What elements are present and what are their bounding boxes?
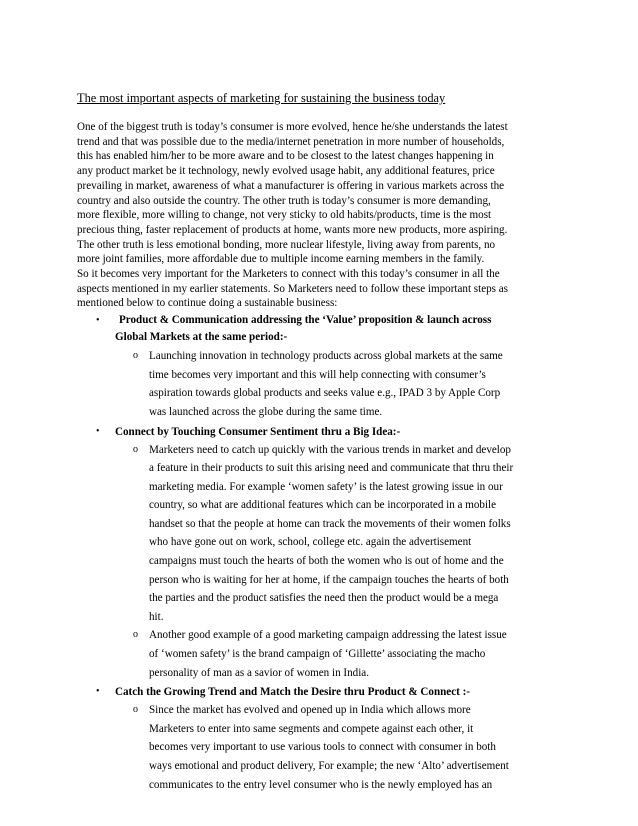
sub-point-line: Since the market has evolved and opened up in India which allows more: [149, 704, 471, 717]
sub-point: [133, 441, 561, 627]
intro-line: One of the biggest truth is today’s consumer is more evolved, hence he/she understands the latest: [77, 121, 508, 133]
sub-point-line: Marketers need to catch up quickly with the various trends in market and develop: [149, 443, 511, 456]
heading-line: Global Markets at the same period:-: [115, 331, 288, 344]
heading-line: Connect by Touching Consumer Sentiment thru a Big Idea:-: [115, 425, 401, 438]
sub-point: [133, 701, 561, 794]
intro-line: mentioned below to continue doing a sustainable business:: [77, 297, 338, 310]
intro-line: trend and that was possible due to the media/internet penetration in more number of households,: [77, 135, 505, 148]
sub-point-line: personality of man as a savior of women in India.: [149, 666, 369, 679]
intro-line: more flexible, more willing to change, not very sticky to old habits/products, time is the most: [77, 209, 492, 222]
sub-point-line: becomes very important to use various tools to connect with consumer in both: [149, 741, 496, 754]
sub-point-line: handset so that the people at home can track the movements of their women folks: [149, 517, 511, 530]
sub-point: [133, 626, 561, 682]
bullet-marker: •: [96, 315, 100, 327]
sub-point-marker: o: [133, 443, 138, 455]
intro-paragraph: [77, 120, 561, 311]
sub-point-line: marketing media. For example ‘women safety’ is the latest growing issue in our: [149, 480, 503, 493]
sub-point-line: time becomes very important and this will help connecting with consumer’s: [149, 368, 486, 381]
heading-line: Product & Communication addressing the ‘Value’ proposition & launch across: [119, 314, 492, 327]
intro-line: country and also outside the country. The other truth is today’s consumer is more demanding,: [77, 194, 491, 207]
bullet-section-growing-trend: [77, 684, 561, 794]
intro-line: The other truth is less emotional bonding, more nuclear lifestyle, living away from parents, no: [77, 238, 496, 251]
sub-point-line: of ‘women safety’ is the brand campaign of ‘Gillette’ associating the macho: [149, 648, 486, 661]
bullet-marker: •: [96, 425, 100, 437]
intro-line: any product market be it technology, newly evolved usage habit, any additional features, price: [77, 165, 495, 178]
sub-point-line: was launched across the globe during the same time.: [149, 405, 383, 418]
bullet-marker: •: [96, 686, 100, 698]
sub-point-marker: o: [133, 704, 138, 716]
sub-point-line: hit.: [149, 610, 164, 623]
bullet-section-product-communication: [77, 312, 561, 421]
intro-line: aspects mentioned in my earlier statements. So Marketers need to follow these important steps as: [77, 282, 509, 295]
document-page: [77, 90, 561, 794]
sub-point-line: a feature in their products to suit this arising need and communicate that thru their: [149, 462, 514, 475]
intro-line: precious thing, faster replacement of products at home, wants more new products, more aspiring.: [77, 223, 508, 236]
intro-line: more joint families, more affordable due to multiple income earning members in the family.: [77, 253, 485, 266]
sub-point-line: who have gone out on work, school, college etc. again the advertisement: [149, 536, 472, 549]
intro-line: So it becomes very important for the Marketers to connect with this today’s consumer in all the: [77, 268, 500, 281]
sub-point-marker: o: [133, 350, 138, 362]
sub-point-line: Another good example of a good marketing campaign addressing the latest issue: [149, 629, 507, 642]
sub-point-line: person who is waiting for her at home, if the campaign touches the hearts of both: [149, 573, 509, 586]
document-title: The most important aspects of marketing for sustaining the business today: [77, 91, 446, 105]
sub-point-line: Marketers to enter into same segments and compete against each other, it: [149, 722, 474, 735]
section-heading: [115, 424, 561, 441]
sub-point-line: the parties and the product satisfies the need then the product would be a mega: [149, 592, 499, 605]
section-heading: [115, 312, 561, 346]
bullet-section-consumer-sentiment: [77, 424, 561, 683]
sub-point-line: campaigns must touch the hearts of both the women who is out of home and the: [149, 555, 504, 568]
sub-point-line: ways emotional and product delivery, For example; the new ‘Alto’ advertisement: [149, 760, 509, 773]
sub-point-line: aspiration towards global products and seeks value e.g., IPAD 3 by Apple Corp: [149, 387, 501, 400]
sub-point-marker: o: [133, 629, 138, 641]
intro-line: prevailing in market, awareness of what a manufacturer is offering in various markets across the: [77, 179, 505, 192]
intro-line: this has enabled him/her to be more aware and to be closest to the latest changes happening in: [77, 150, 494, 163]
sub-point-line: communicates to the entry level consumer who is the newly employed has an: [149, 778, 493, 791]
heading-line: Catch the Growing Trend and Match the Desire thru Product & Connect :-: [115, 686, 470, 699]
sub-point: [133, 347, 561, 421]
sub-point-line: Launching innovation in technology products across global markets at the same: [149, 350, 503, 363]
section-heading: [115, 684, 561, 701]
sub-point-line: country, so what are additional features which can be incorporated in a mobile: [149, 499, 497, 512]
